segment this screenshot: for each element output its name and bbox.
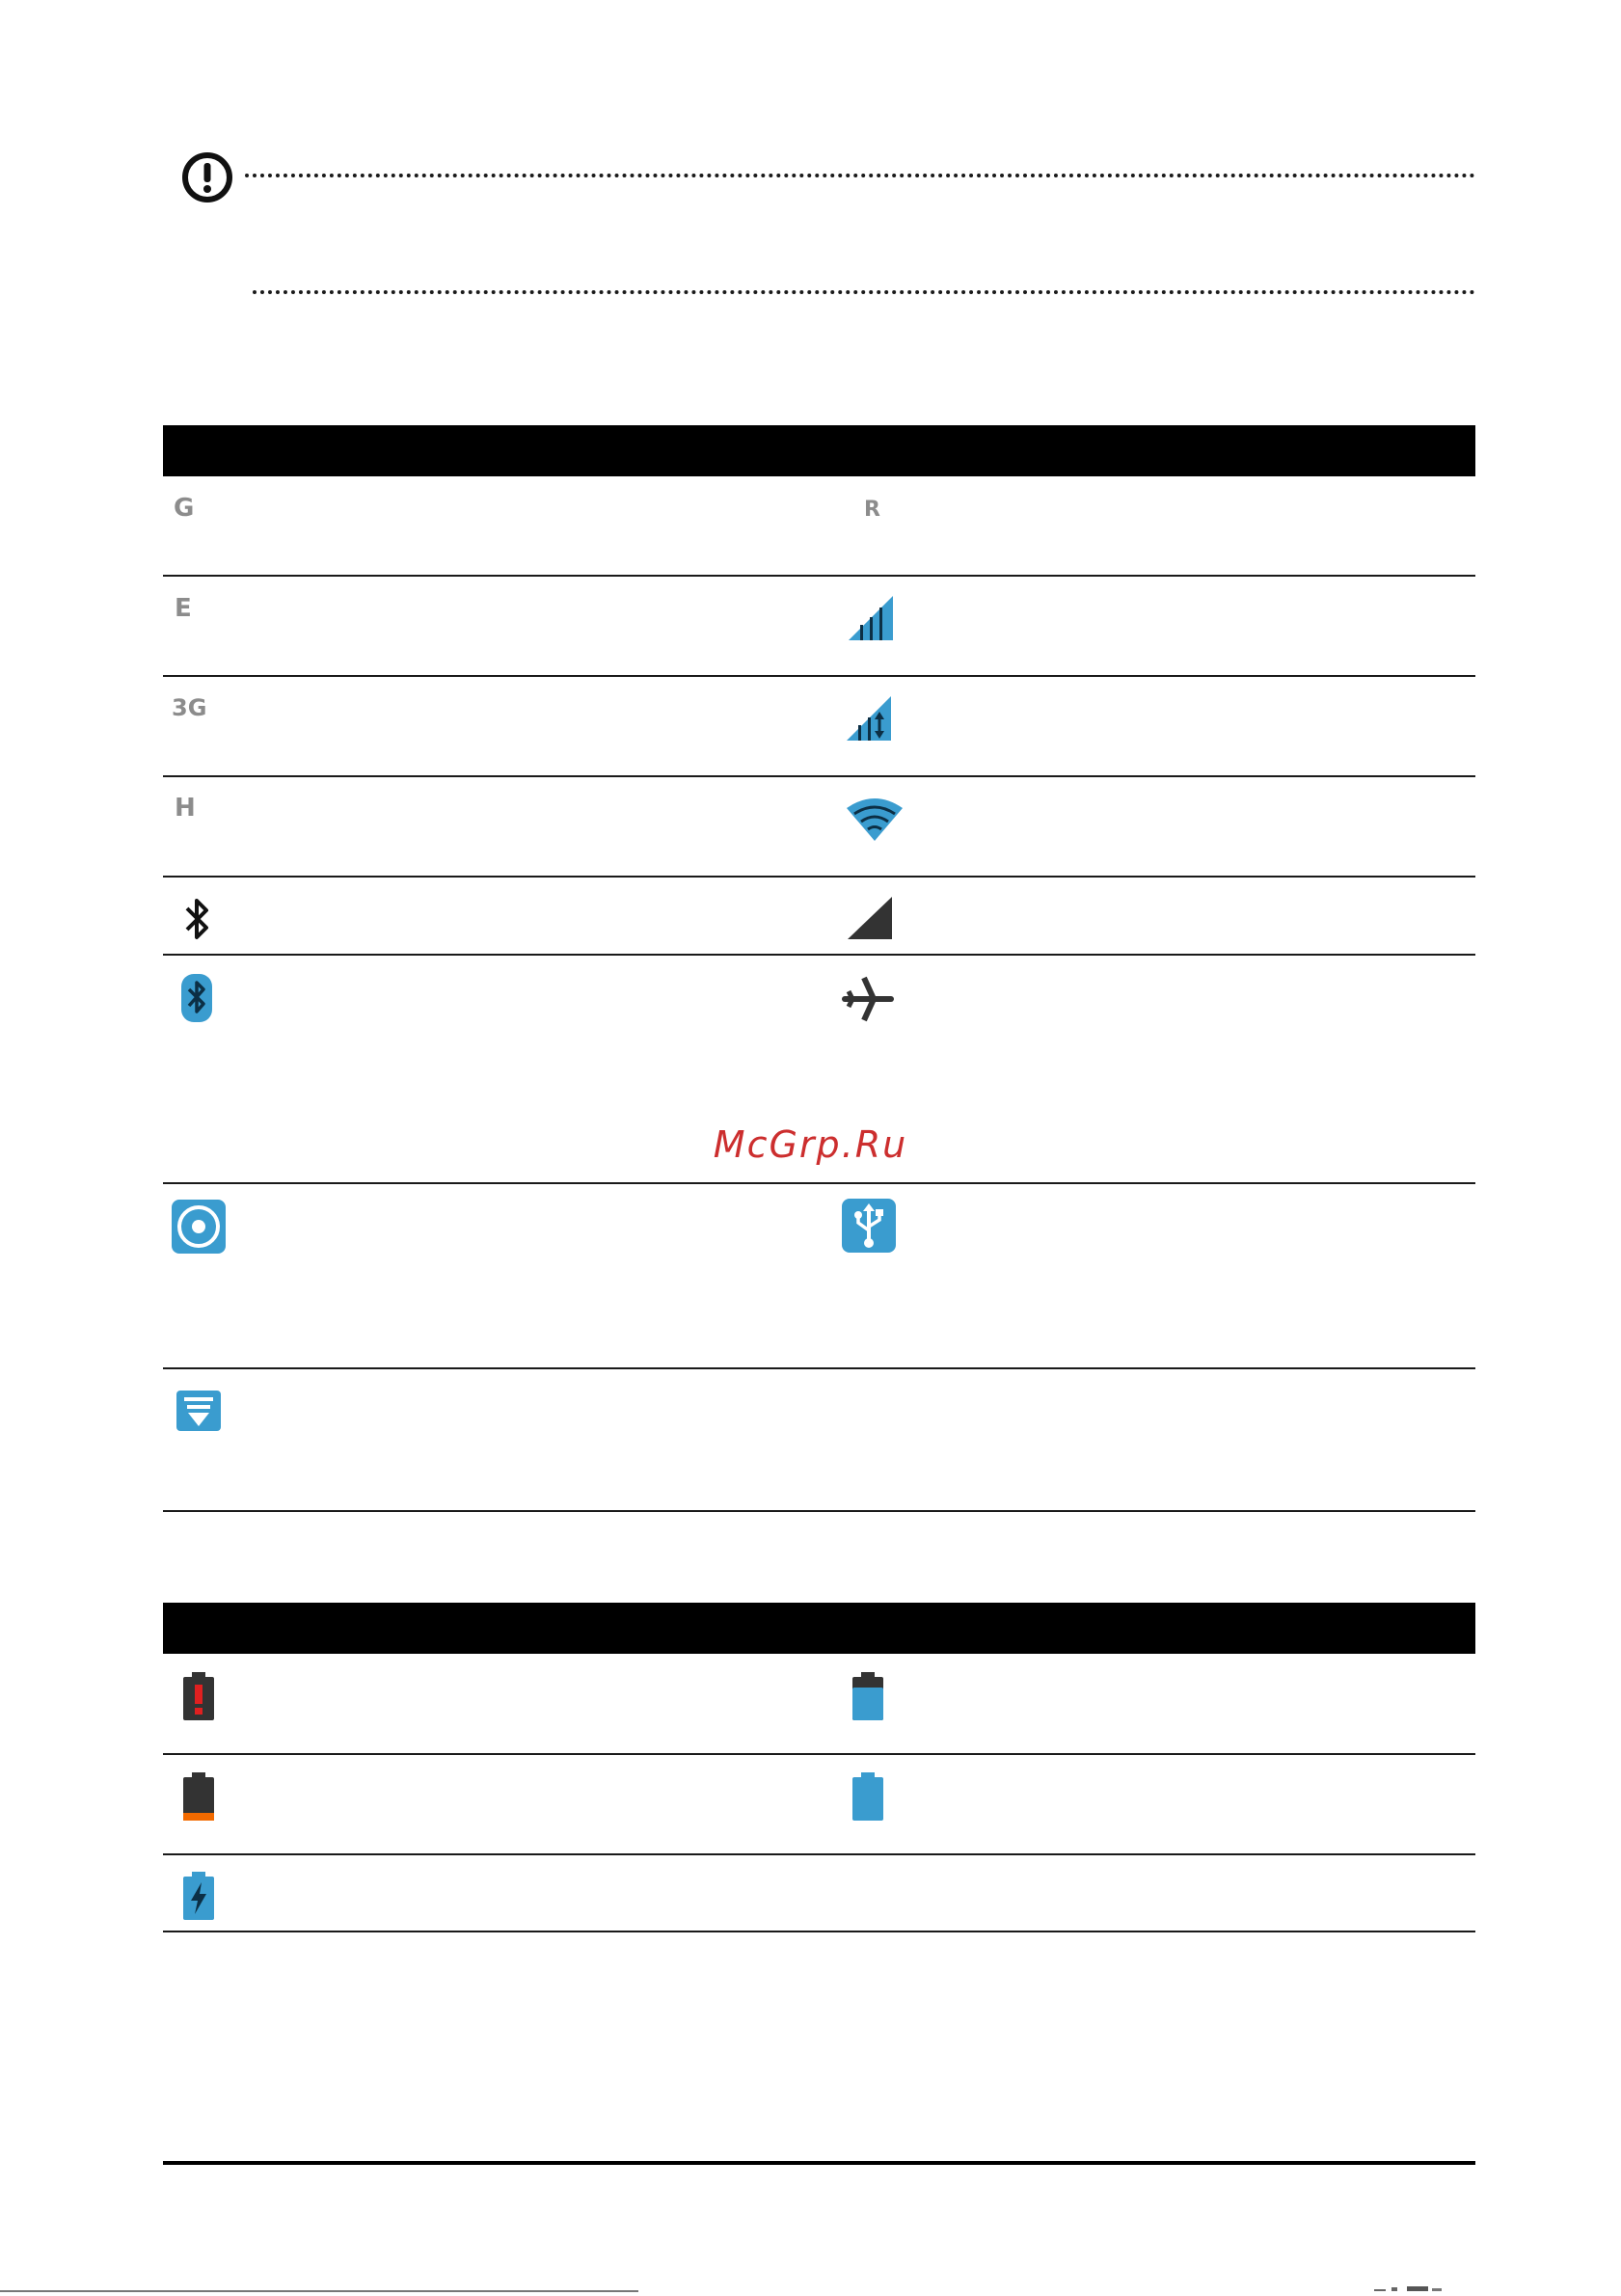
table-row-divider [163,1853,1475,1855]
usb-icon [841,1198,897,1254]
footer-rule [163,2161,1475,2165]
hspa-icon: H [175,794,196,823]
battery-partial-icon [851,1671,885,1721]
watermark: McGrp.Ru [713,1123,908,1166]
table-row-divider [163,1753,1475,1755]
battery-empty-alert-icon [181,1671,216,1721]
footer-line [0,2290,638,2292]
footer-marks [1374,2285,1461,2293]
bluetooth-connected-icon [179,973,214,1023]
battery-table-header [163,1603,1475,1654]
gprs-icon: G [174,494,195,523]
wifi-icon [845,795,905,843]
table-row-divider [163,1510,1475,1512]
table-row-divider [163,675,1475,677]
3g-icon: 3G [172,694,207,721]
table-row-divider [163,1931,1475,1932]
note-top-divider [245,174,1475,177]
signal-strength-icon [845,592,897,644]
table-row-divider [163,575,1475,577]
battery-full-icon [851,1771,885,1822]
table-row-divider [163,876,1475,878]
edge-icon: E [175,594,192,623]
signal-data-transfer-icon [843,692,895,744]
download-icon [176,1390,222,1432]
connection-table-header [163,425,1475,476]
table-row-divider [163,954,1475,956]
table-row-divider [163,1182,1475,1184]
no-signal-icon [845,895,895,941]
gps-icon [171,1199,227,1255]
battery-charging-icon [181,1871,216,1921]
warning-circle-icon [181,151,233,203]
note-bottom-divider [253,290,1475,294]
table-row-divider [163,775,1475,777]
table-row-divider [163,1367,1475,1369]
roaming-icon: R [864,498,880,522]
airplane-mode-icon [841,972,895,1026]
bluetooth-icon [181,896,214,942]
battery-low-icon [181,1771,216,1822]
